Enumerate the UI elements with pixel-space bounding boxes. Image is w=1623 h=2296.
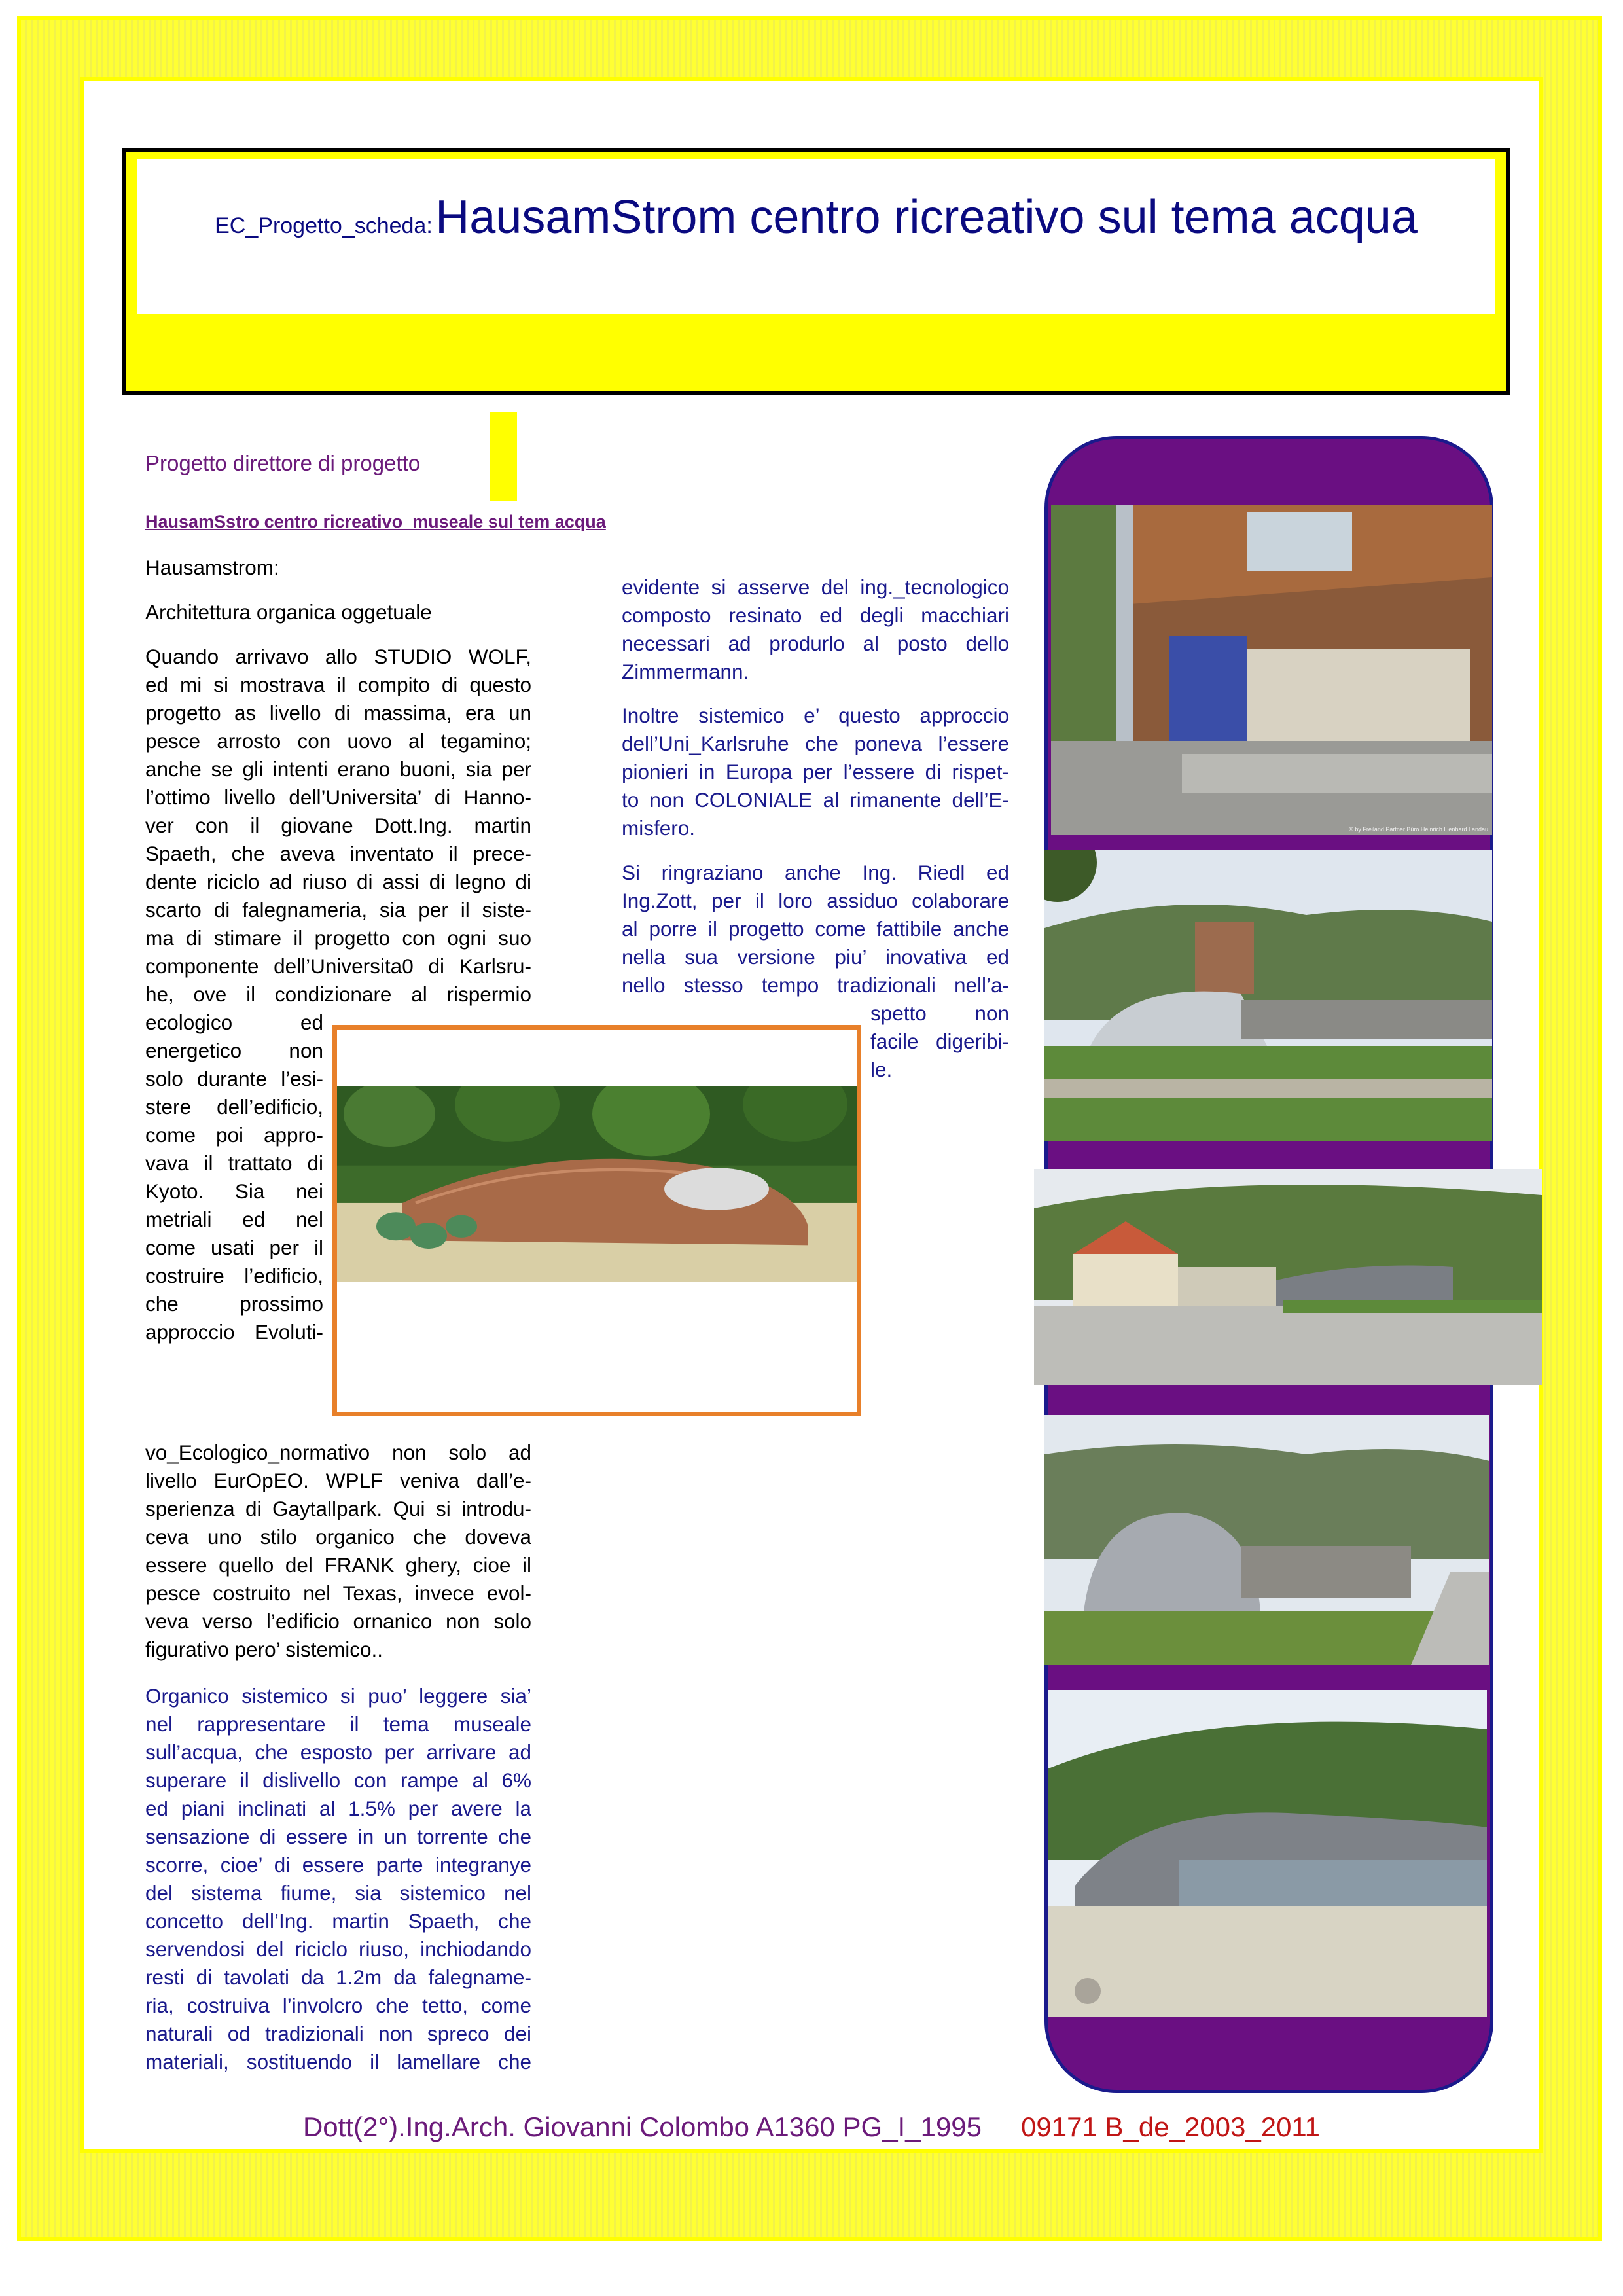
text-line: approccio Evoluti- [145,1320,323,1344]
text-line: scorre, cioe’ di essere parte integranye [145,1853,531,1876]
text-line: composto resinato ed degli macchiari [622,603,1009,627]
text-line: facile digeribi- [870,1030,1009,1053]
section-heading: Progetto direttore di progetto [145,451,421,475]
text-line: evidente si asserve del ing._tecnologico [622,575,1009,599]
text-line: sensazione di essere in un torrente che [145,1825,531,1848]
text-line: stere dell’edificio, [145,1095,323,1119]
text-line: dell’Uni_Karlsruhe che poneva l’essere [622,732,1009,755]
text-line: nello stesso tempo tradizionali nell’a- [622,973,1009,997]
text-line: Zimmermann. [622,660,749,683]
text-line: come usati per il [145,1236,323,1259]
text-line: concetto dell’Ing. martin Spaeth, che [145,1909,531,1933]
text-line: Quando arrivavo allo STUDIO WOLF, [145,645,531,668]
left-paragraph-1 [145,643,531,1009]
building-exterior-photo-1 [1044,850,1492,1141]
title-box [122,148,1510,395]
text-line: dente riciclo ad riuso di assi di legno di [145,870,531,893]
text-line: livello EurOpEO. WPLF veniva dall’e- [145,1469,531,1492]
text-line: vo_Ecologico_normativo non solo ad [145,1441,531,1464]
text-line: Spaeth, che aveva inventato il prece- [145,842,531,865]
text-line: metriali ed nel [145,1208,323,1231]
text-line: misfero. [622,816,696,840]
text-line: ceva uno stilo organico che doveva [145,1525,531,1549]
text-line: anche se gli intenti erano buoni, sia per [145,757,531,781]
text-line: figurativo pero’ sistemico.. [145,1638,383,1661]
text-line: componente dell’Universita0 di Karlsru- [145,954,531,978]
text-line: solo durante l’esi- [145,1067,323,1090]
text-line: pesce costruito nel Texas, invece evol- [145,1581,531,1605]
interior-exhibition-photo [1051,505,1492,835]
text-line: Si ringraziano anche Ing. Riedl ed [622,861,1009,884]
text-line: essere quello del FRANK ghery, cioe il [145,1553,531,1577]
title-main: HausamStrom centro ricreativo sul tema acqua [435,191,1418,243]
text-line: spetto non [870,1001,1009,1025]
text-line: he, ove il condizionare al rispermio [145,982,531,1006]
text-line: veva verso l’edificio ornanico non solo [145,1609,531,1633]
text-line: energetico non [145,1039,323,1062]
building-exterior-photo-4 [1048,1690,1487,2017]
text-line: come poi appro- [145,1123,323,1147]
left-paragraph-3 [145,1682,531,2076]
text-line: costruire l’edificio, [145,1264,323,1287]
text-line: ed piani inclinati al 1.5% per avere la [145,1797,531,1820]
text-line: necessari ad produrlo al posto dello [622,632,1009,655]
left-paragraph-2 [145,1439,531,1664]
text-line: vava il trattato di [145,1151,323,1175]
text-line: progetto as livello di massima, era un [145,701,531,725]
text-line: Ing.Zott, per il loro assiduo colaborare [622,889,1009,912]
text-line: pesce arrosto con uovo al tegamino; [145,729,531,753]
middle-paragraph-1 [622,573,1009,686]
text-line: del sistema fiume, sia sistemico nel [145,1881,531,1905]
text-line: Organico sistemico si puo’ leggere sia’ [145,1684,531,1708]
footer-author: Dott(2°).Ing.Arch. Giovanni Colombo A1360 PG_I_1995 [302,2111,982,2142]
section-subheading: HausamSstro centro ricreativo_museale sul tem acqua [145,512,606,531]
text-line: ed mi si mostrava il compito di questo [145,673,531,696]
text-line: al porre il progetto come fattibile anche [622,917,1009,941]
middle-paragraph-3 [622,859,1009,999]
text-line: sull’acqua, che esposto per arrivare ad [145,1740,531,1764]
text-line: le. [870,1058,893,1081]
building-aerial-photo [332,1025,861,1416]
building-exterior-photo-3 [1044,1415,1489,1665]
text-line: ma di stimare il progetto con ogni suo [145,926,531,950]
text-line: che prossimo [145,1292,323,1316]
text-line: ecologico ed [145,1011,323,1034]
text-line: to non COLONIALE al rimanente dell’E- [622,788,1009,812]
text-line: resti di tavolati da 1.2m da falegname- [145,1965,531,1989]
text-line: ria, costruiva l’involcro che tetto, come [145,1994,531,2017]
text-line: l’ottimo livello dell’Universita’ di Hanno- [145,785,531,809]
middle-paragraph-3-tail [870,999,1009,1084]
text-line: materiali, sostituendo il lamellare che [145,2050,531,2073]
text-line: servendosi del riciclo riuso, inchiodando [145,1937,531,1961]
paragraph-subtitle: Architettura organica oggetuale [145,600,432,624]
page-title [137,190,1495,244]
text-line: Inoltre sistemico e’ questo approccio [622,704,1009,727]
text-line: sperienza di Gaytallpark. Qui si introdu- [145,1497,531,1520]
text-line: pionieri in Europa per l’essere di rispet- [622,760,1009,783]
middle-paragraph-2 [622,702,1009,842]
photo-credit: © by Freiland Partner Büro Heinrich Lienhard Landau [1349,826,1488,833]
paragraph-title: Hausamstrom: [145,556,279,579]
yellow-marker [490,412,517,501]
title-prefix: EC_Progetto_scheda: [215,213,433,238]
text-line: nella sua versione piu’ inovativa ed [622,945,1009,969]
left-paragraph-1-narrow [145,1009,323,1346]
text-line: Kyoto. Sia nei [145,1179,323,1203]
footer-code: 09171 B_de_2003_2011 [1021,2111,1321,2142]
text-line: naturali od tradizionali non spreco dei [145,2022,531,2045]
text-line: superare il dislivello con rampe al 6% [145,1768,531,1792]
text-line: nel rappresentare il tema museale [145,1712,531,1736]
page-footer [0,2111,1623,2143]
title-white-area [137,159,1495,314]
building-exterior-photo-2 [1034,1169,1542,1385]
text-line: ver con il giovane Dott.Ing. martin [145,814,531,837]
text-line: scarto di falegnameria, sia per il siste- [145,898,531,922]
